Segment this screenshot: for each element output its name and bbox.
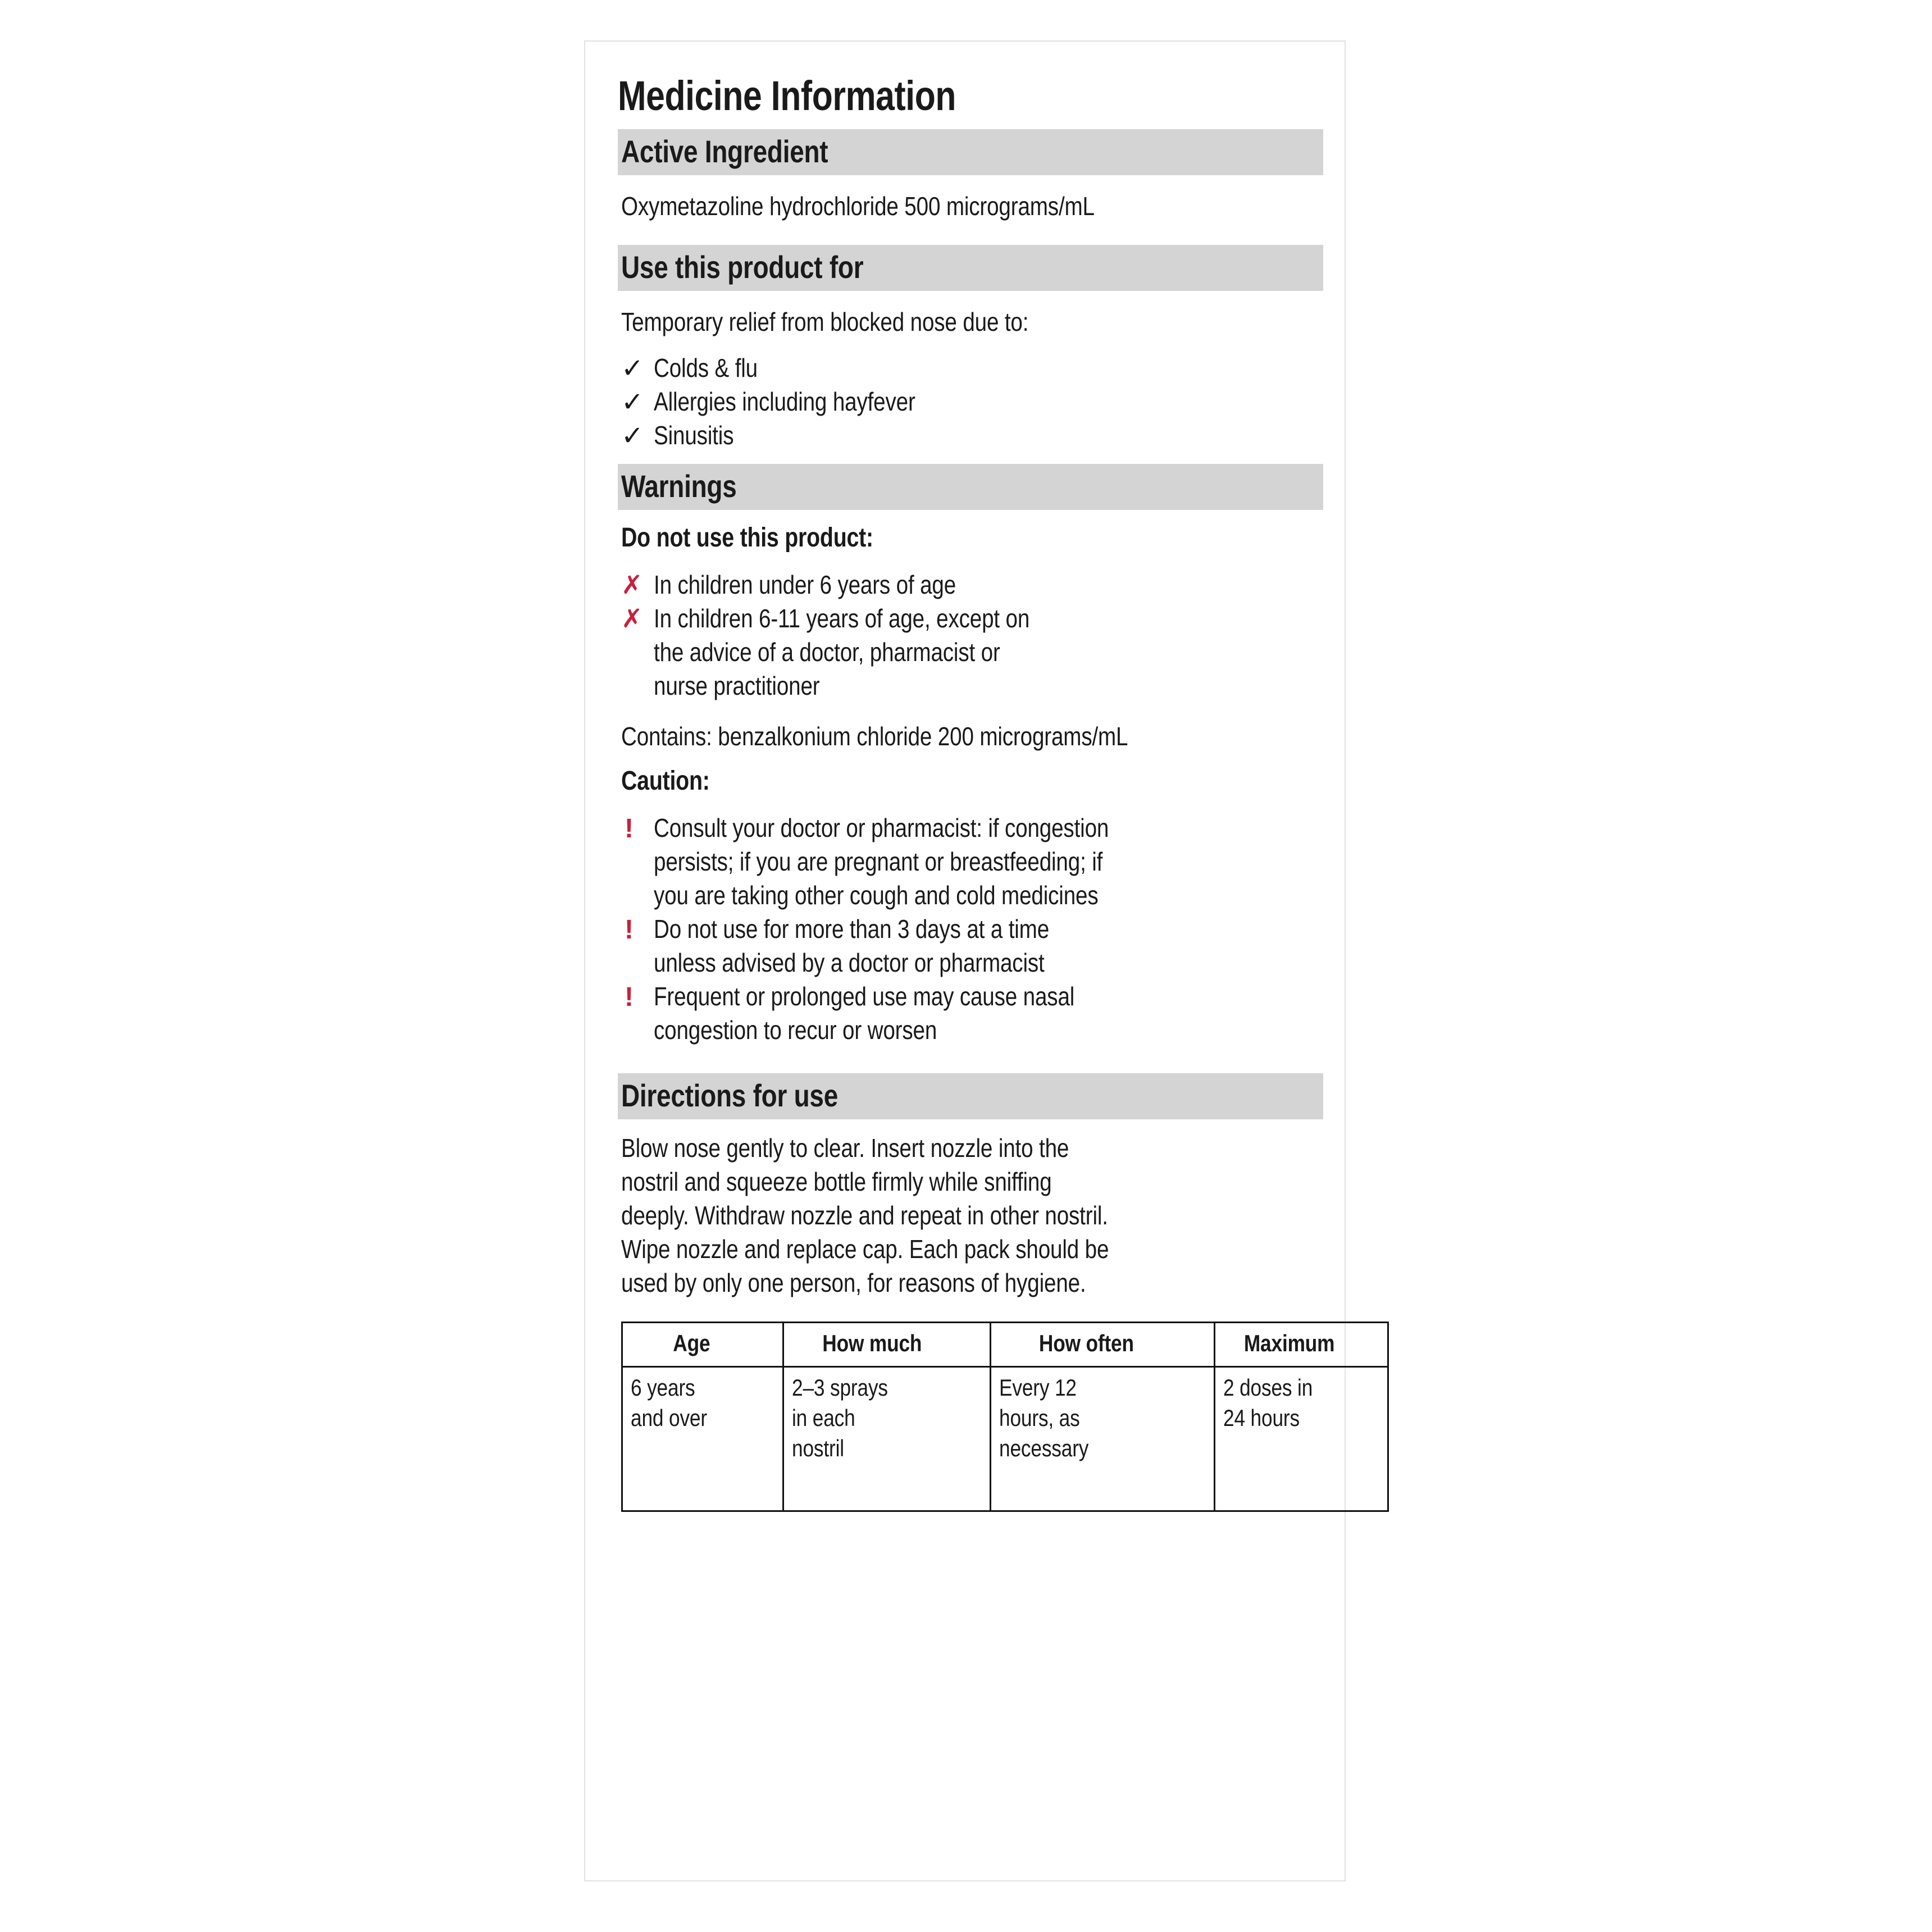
list-item (621, 352, 1323, 385)
dosage-table (621, 1322, 1389, 1512)
section-header-active-ingredient (618, 129, 1323, 175)
directions-line: used by only one person, for reasons of hygiene. (621, 1268, 1086, 1298)
column-header-how-much: How much (783, 1323, 991, 1367)
exclamation-icon: ! (625, 915, 634, 945)
list-item (621, 419, 1323, 453)
directions-line: nostril and squeeze bottle firmly while sniffing (621, 1167, 1052, 1197)
cross-icon: ✗ (621, 603, 643, 633)
check-icon: ✓ (621, 421, 644, 451)
list-item-line: you are taking other cough and cold medicines (654, 881, 1099, 910)
list-item-label (654, 602, 1323, 703)
list-item (621, 812, 1323, 913)
list-item-label (654, 352, 1323, 385)
list-item-line: the advice of a doctor, pharmacist or (654, 637, 1000, 667)
list-item (621, 913, 1323, 980)
list-item-line: In children 6-11 years of age, except on (654, 603, 1030, 633)
exclamation-icon: ! (625, 982, 634, 1013)
list-item (621, 602, 1323, 703)
check-icon: ✓ (621, 353, 644, 384)
section-title-warnings: Warnings (621, 468, 737, 504)
contains-value: Contains: benzalkonium chloride 200 micrograms/mL (621, 721, 1128, 751)
list-item (621, 568, 1323, 602)
list-item-label (654, 980, 1323, 1047)
medicine-information-panel (584, 40, 1346, 1881)
directions-paragraph (618, 1132, 1323, 1300)
list-item-label (654, 568, 1323, 602)
check-icon: ✓ (621, 387, 644, 417)
do-not-use-list (618, 568, 1323, 703)
list-item-line: Do not use for more than 3 days at a time (654, 914, 1050, 944)
section-header-directions (618, 1073, 1323, 1119)
list-item-line: unless advised by a doctor or pharmacist (654, 948, 1045, 978)
directions-line: Wipe nozzle and replace cap. Each pack should be (621, 1234, 1109, 1264)
page-title: Medicine Information (618, 72, 956, 119)
dosage-table-body (622, 1367, 1388, 1511)
cell-how-much: 2–3 sprays in each nostril (783, 1367, 991, 1511)
list-item-line: Consult your doctor or pharmacist: if congestion (654, 813, 1109, 843)
list-item-label (654, 419, 1323, 453)
list-item-label (654, 913, 1323, 980)
list-item-label (654, 812, 1323, 913)
use-for-list (618, 352, 1323, 453)
list-item-label (654, 385, 1323, 419)
use-for-intro (618, 306, 1323, 339)
section-title-active-ingredient: Active Ingredient (621, 134, 828, 169)
panel-content (618, 72, 1335, 1512)
table-header-row (622, 1323, 1388, 1367)
exclamation-icon: ! (625, 814, 634, 844)
active-ingredient-text (618, 190, 1323, 224)
active-ingredient-value: Oxymetazoline hydrochloride 500 micrograms/mL (621, 192, 1095, 221)
caution-heading: Caution: (621, 766, 710, 796)
list-item-line: Frequent or prolonged use may cause nasal (654, 982, 1075, 1011)
list-item (621, 980, 1323, 1047)
column-header-how-often: How often (991, 1323, 1215, 1367)
list-item-line: Allergies including hayfever (654, 386, 915, 416)
directions-line: deeply. Withdraw nozzle and repeat in other nostril. (621, 1201, 1108, 1231)
column-header-age: Age (622, 1323, 783, 1367)
table-row (622, 1367, 1388, 1511)
section-header-use-for (618, 245, 1323, 291)
caution-list (618, 812, 1323, 1047)
section-header-warnings (618, 464, 1323, 510)
do-not-use-heading: Do not use this product: (621, 522, 873, 553)
list-item-line: congestion to recur or worsen (654, 1015, 937, 1045)
contains-text (618, 720, 1323, 754)
directions-line: Blow nose gently to clear. Insert nozzle into the (621, 1133, 1069, 1163)
list-item-line: persists; if you are pregnant or breastfeeding; if (654, 847, 1103, 877)
list-item-line: Sinusitis (654, 420, 734, 450)
use-for-intro-text: Temporary relief from blocked nose due to: (621, 307, 1029, 336)
cross-icon: ✗ (621, 569, 643, 599)
list-item-line: nurse practitioner (654, 671, 820, 700)
list-item-line: In children under 6 years of age (654, 569, 956, 599)
list-item-line: Colds & flu (654, 353, 758, 382)
cell-maximum: 2 doses in 24 hours (1215, 1367, 1388, 1511)
section-title-use-for: Use this product for (621, 249, 864, 285)
column-header-maximum: Maximum (1215, 1323, 1388, 1367)
cell-how-often: Every 12 hours, as necessary (991, 1367, 1215, 1511)
cell-age: 6 years and over (622, 1367, 783, 1511)
section-title-directions: Directions for use (621, 1078, 838, 1114)
dosage-table-head (622, 1323, 1388, 1367)
list-item (621, 385, 1323, 419)
